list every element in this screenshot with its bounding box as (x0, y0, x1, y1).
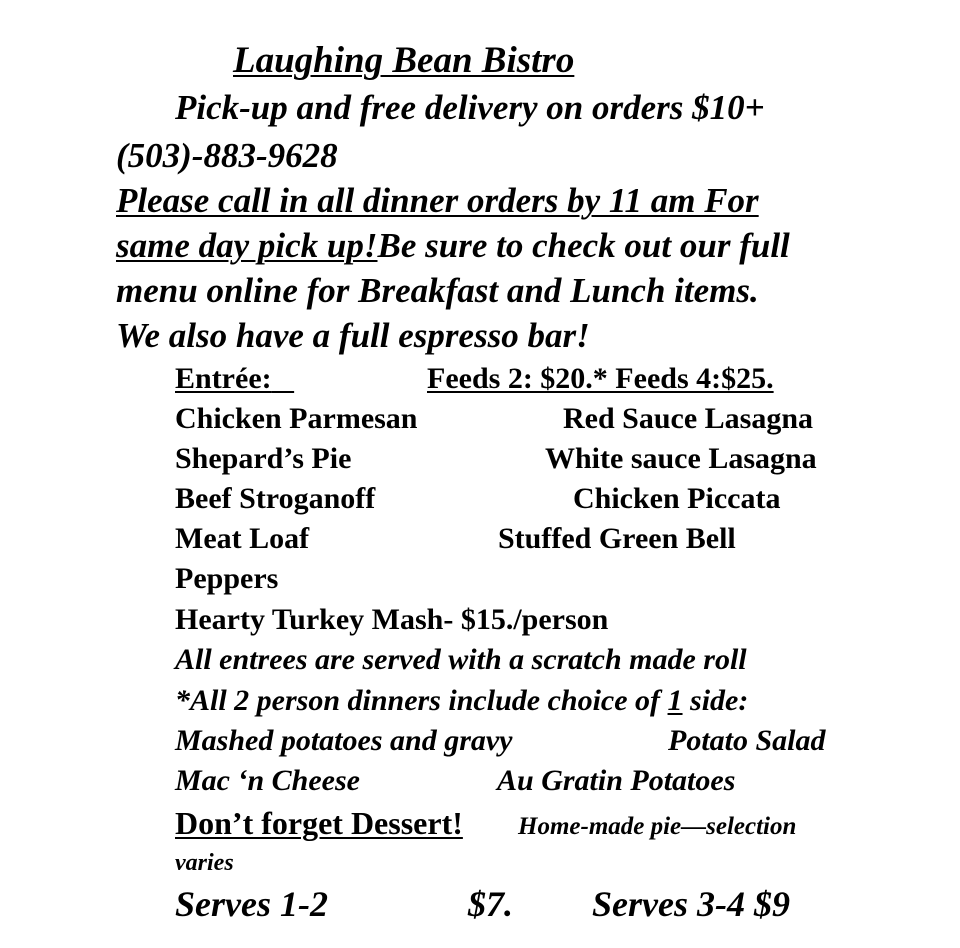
dessert-note: Home-made pie—selection (518, 813, 797, 840)
check-menu-text: Be sure to check out our full (377, 226, 790, 265)
restaurant-title: Laughing Bean Bistro (233, 40, 575, 81)
entree-pricing: Feeds 2: $20.* Feeds 4:$25. (427, 362, 774, 395)
entree-item: White sauce Lasagna (545, 442, 817, 475)
side-item: Potato Salad (668, 724, 826, 757)
side-item: Mac ‘n Cheese (175, 764, 360, 797)
dessert-note-continued: varies (175, 850, 234, 876)
roll-note: All entrees are served with a scratch made roll (175, 643, 747, 676)
call-notice-line-3: menu online for Breakfast and Lunch items. (116, 271, 759, 310)
entree-item: Stuffed Green Bell (498, 522, 736, 555)
entree-item: Red Sauce Lasagna (563, 402, 814, 435)
side-item: Au Gratin Potatoes (497, 764, 736, 797)
call-notice-line-2 (116, 228, 790, 263)
entree-header: Entrée: (175, 362, 272, 395)
espresso-bar-note: We also have a full espresso bar! (116, 316, 590, 355)
entree-item: Meat Loaf (175, 522, 310, 555)
dessert-serves-small: Serves 1-2 (175, 884, 328, 924)
entree-item: Shepard’s Pie (175, 442, 352, 475)
delivery-note: Pick-up and free delivery on orders $10+ (175, 88, 765, 127)
same-day-pickup-text: same day pick up! (116, 226, 378, 265)
side-note: *All 2 person dinners include choice of 1 side: (175, 684, 749, 717)
entree-special: Hearty Turkey Mash- $15./person (175, 603, 609, 636)
entree-item: Chicken Parmesan (175, 402, 418, 435)
call-notice-line-1: Please call in all dinner orders by 11 am For (116, 181, 759, 220)
dessert-header: Don’t forget Dessert! (175, 805, 463, 841)
phone-number: (503)-883-9628 (116, 136, 338, 175)
side-item: Mashed potatoes and gravy (175, 724, 513, 757)
dessert-price-small: $7. (468, 884, 513, 924)
side-count: 1 (667, 684, 683, 717)
entree-item: Beef Stroganoff (175, 482, 376, 515)
dessert-serves-large: Serves 3-4 $9 (592, 884, 790, 924)
entree-item: Chicken Piccata (573, 482, 781, 515)
entree-item-continued: Peppers (175, 562, 279, 595)
